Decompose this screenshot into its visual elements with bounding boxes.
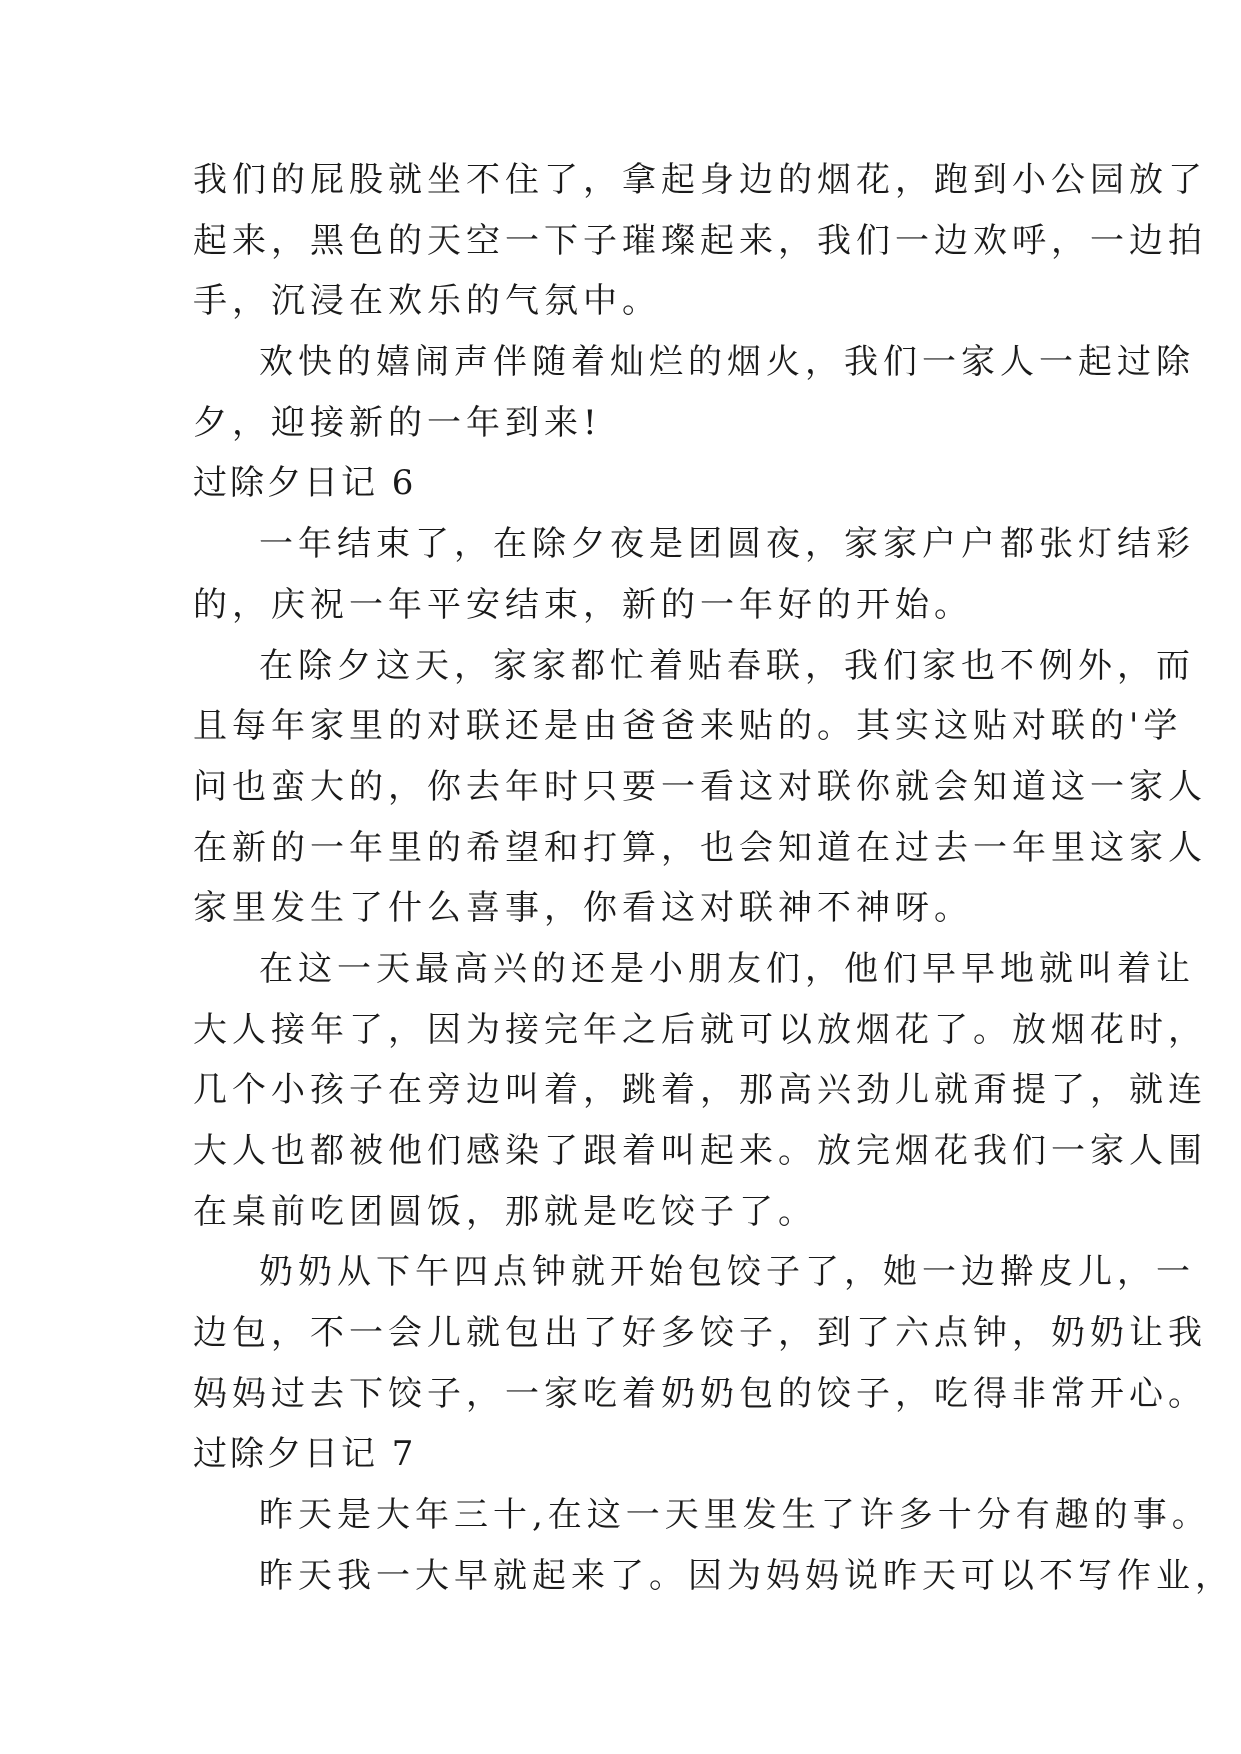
paragraph-start-line: 昨天我一大早就起来了。因为妈妈说昨天可以不写作业，: [259, 1555, 1234, 1596]
text-line: 妈妈过去下饺子，一家吃着奶奶包的饺子，吃得非常开心。: [193, 1373, 1207, 1414]
text-line: 且每年家里的对联还是由爸爸来贴的。其实这贴对联的'学: [193, 706, 1183, 747]
text-line: 家里发生了什么喜事，你看这对联神不神呀。: [193, 888, 973, 929]
text-line: 大人也都被他们感染了跟着叫起来。放完烟花我们一家人围: [193, 1131, 1207, 1171]
text-line: 起来，黑色的天空一下子璀璨起来，我们一边欢呼，一边拍: [193, 220, 1207, 261]
text-line: 在新的一年里的希望和打算，也会知道在过去一年里这家人: [193, 827, 1207, 868]
paragraph-start-line: 昨天是大年三十,在这一天里发生了许多十分有趣的事。: [259, 1495, 1211, 1536]
text-line: 的，庆祝一年平安结束，新的一年好的开始。: [193, 584, 973, 625]
paragraph-start-line: 在这一天最高兴的还是小朋友们，他们早早地就叫着让: [259, 948, 1195, 989]
text-line: 我们的屁股就坐不住了，拿起身边的烟花，跑到小公园放了: [193, 160, 1207, 200]
paragraph-start-line: 奶奶从下午四点钟就开始包饺子了，她一边擀皮儿，一: [259, 1252, 1195, 1293]
text-line: 问也蛮大的，你去年时只要一看这对联你就会知道这一家人: [193, 766, 1207, 807]
document-page: [193, 150, 1234, 1607]
section-heading: 过除夕日记 6: [193, 463, 417, 504]
paragraph-start-line: 欢快的嬉闹声伴随着灿烂的烟火，我们一家人一起过除: [259, 342, 1195, 383]
text-line: 手，沉浸在欢乐的气氛中。: [193, 281, 661, 322]
text-line: 几个小孩子在旁边叫着，跳着，那高兴劲儿就甭提了，就连: [193, 1070, 1207, 1111]
paragraph-start-line: 一年结束了，在除夕夜是团圆夜，家家户户都张灯结彩: [259, 524, 1195, 565]
text-line: 夕，迎接新的一年到来!: [193, 402, 602, 443]
section-heading: 过除夕日记 7: [193, 1434, 417, 1475]
text-line: 大人接年了，因为接完年之后就可以放烟花了。放烟花时，: [193, 1009, 1207, 1050]
paragraph-start-line: 在除夕这天，家家都忙着贴春联，我们家也不例外，而: [259, 645, 1195, 686]
text-line: 边包，不一会儿就包出了好多饺子，到了六点钟，奶奶让我: [193, 1313, 1207, 1354]
text-line: 在桌前吃团圆饭，那就是吃饺子了。: [193, 1191, 817, 1232]
